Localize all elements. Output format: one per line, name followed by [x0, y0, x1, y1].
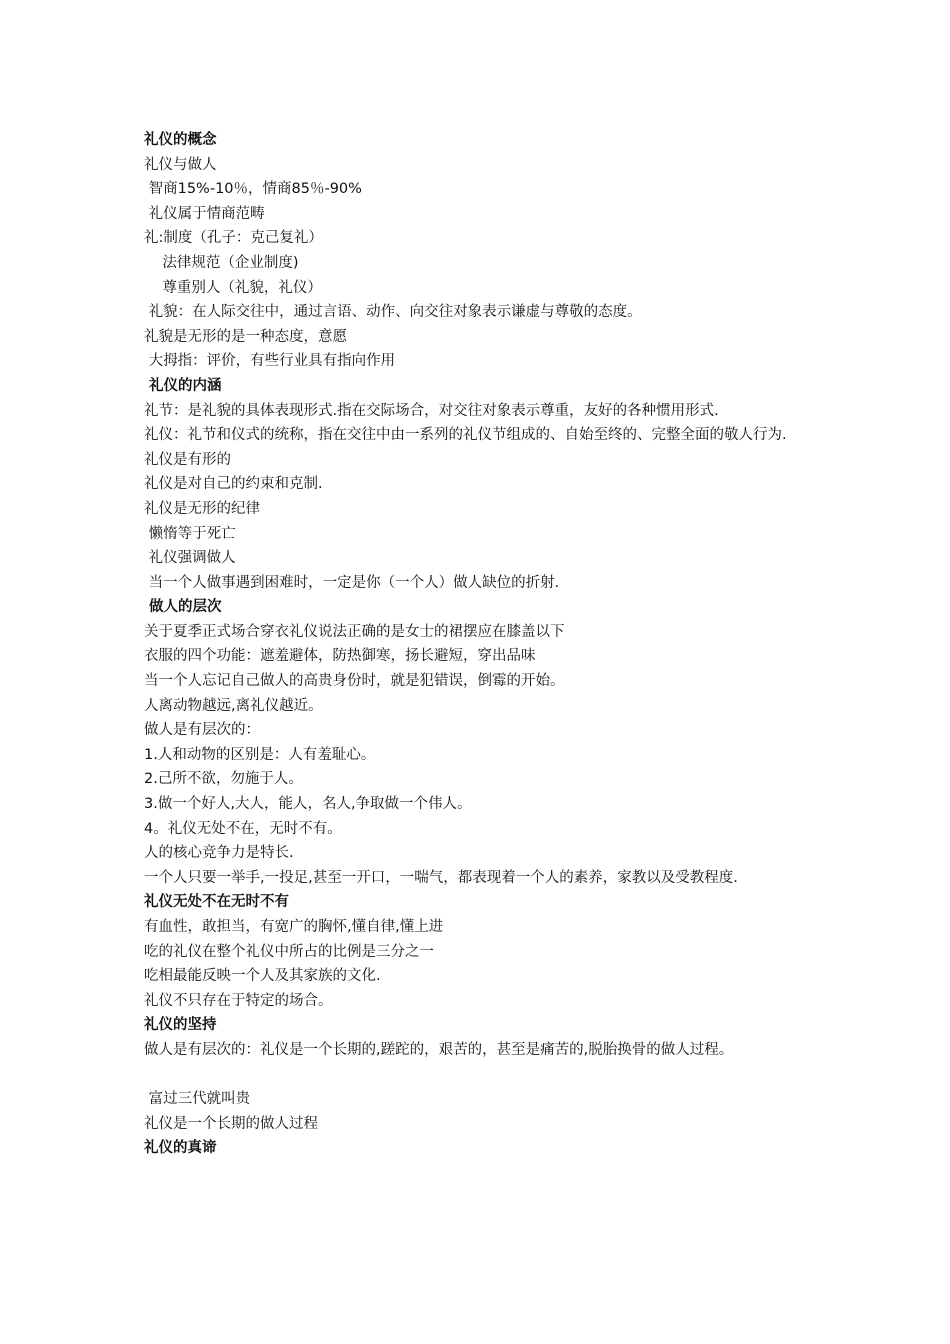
text-line: 礼仪强调做人 [144, 550, 236, 567]
section-heading: 礼仪的内涵 [144, 377, 222, 394]
text-line: 当一个人做事遇到困难时，一定是你（一个人）做人缺位的折射. [144, 574, 560, 591]
text-line: 有血性，敢担当，有宽广的胸怀,懂自律,懂上进 [144, 919, 444, 935]
text-line: 礼仪是有形的 [144, 451, 231, 468]
text-line: 4。礼仪无处不在，无时不有。 [144, 820, 342, 837]
text-line: 衣服的四个功能：遮羞避体，防热御寒，扬长避短，穿出品味 [144, 648, 536, 665]
text-line: 1.人和动物的区别是：人有羞耻心。 [144, 746, 376, 763]
text-line: 礼仪是对自己的约束和克制. [144, 476, 323, 493]
text-line: 一个人只要一举手,一投足,甚至一开口，一喘气，都表现着一个人的素养，家教以及受教程度. [144, 869, 738, 886]
text-line: 吃的礼仪在整个礼仪中所占的比例是三分之一 [144, 943, 434, 960]
blank-line [144, 1063, 824, 1088]
text-line: 吃相最能反映一个人及其家族的文化. [144, 968, 381, 985]
text-line: 2.己所不欲，勿施于人。 [144, 771, 303, 788]
text-line: 礼仪是一个长期的做人过程 [144, 1115, 318, 1132]
text-line: 礼仪是无形的纪律 [144, 500, 260, 517]
text-line: 关于夏季正式场合穿衣礼仪说法正确的是女士的裙摆应在膝盖以下 [144, 623, 565, 640]
text-line: 礼貌：在人际交往中，通过言语、动作、向交往对象表示谦虚与尊敬的态度。 [144, 304, 642, 321]
text-line: 法律规范（企业制度) [144, 254, 299, 271]
text-line: 礼仪与做人 [144, 156, 217, 173]
section-heading: 礼仪的真谛 [144, 1140, 217, 1157]
text-line: 礼仪属于情商范畴 [144, 205, 265, 222]
text-line: 做人是有层次的： [144, 722, 260, 739]
section-heading: 礼仪的坚持 [144, 1017, 217, 1034]
section-heading: 做人的层次 [144, 599, 222, 616]
text-line: 礼仪：礼节和仪式的统称，指在交往中由一系列的礼仪节组成的、自始至终的、完整全面的敬人行为. [144, 427, 787, 444]
text-line: 智商15%-10％，情商85％-90% [144, 181, 362, 198]
document-page [144, 128, 824, 1161]
text-line: 富过三代就叫贵 [144, 1091, 251, 1108]
text-line: 人离动物越远,离礼仪越近。 [144, 697, 323, 714]
text-line: 人的核心竞争力是特长. [144, 845, 294, 862]
text-line: 当一个人忘记自己做人的高贵身份时，就是犯错误，倒霉的开始。 [144, 673, 565, 690]
text-line: 做人是有层次的：礼仪是一个长期的,蹉跎的，艰苦的，甚至是痛苦的,脱胎换骨的做人过程。 [144, 1041, 734, 1058]
text-line: 懒惰等于死亡 [144, 525, 236, 542]
text-line: 礼:制度（孔子：克己复礼） [144, 230, 323, 247]
text-line: 尊重别人（礼貌，礼仪） [144, 279, 322, 296]
text-line: 大拇指：评价，有些行业具有指向作用 [144, 353, 396, 370]
text-line: 礼貌是无形的是一种态度，意愿 [144, 328, 347, 345]
text-line: 礼仪不只存在于特定的场合。 [144, 992, 333, 1009]
section-heading: 礼仪的概念 [144, 132, 217, 148]
section-heading: 礼仪无处不在无时不有 [144, 894, 289, 911]
text-line: 3.做一个好人,大人，能人，名人,争取做一个伟人。 [144, 796, 472, 813]
text-line: 礼节：是礼貌的具体表现形式.指在交际场合，对交往对象表示尊重，友好的各种惯用形式. [144, 402, 719, 419]
